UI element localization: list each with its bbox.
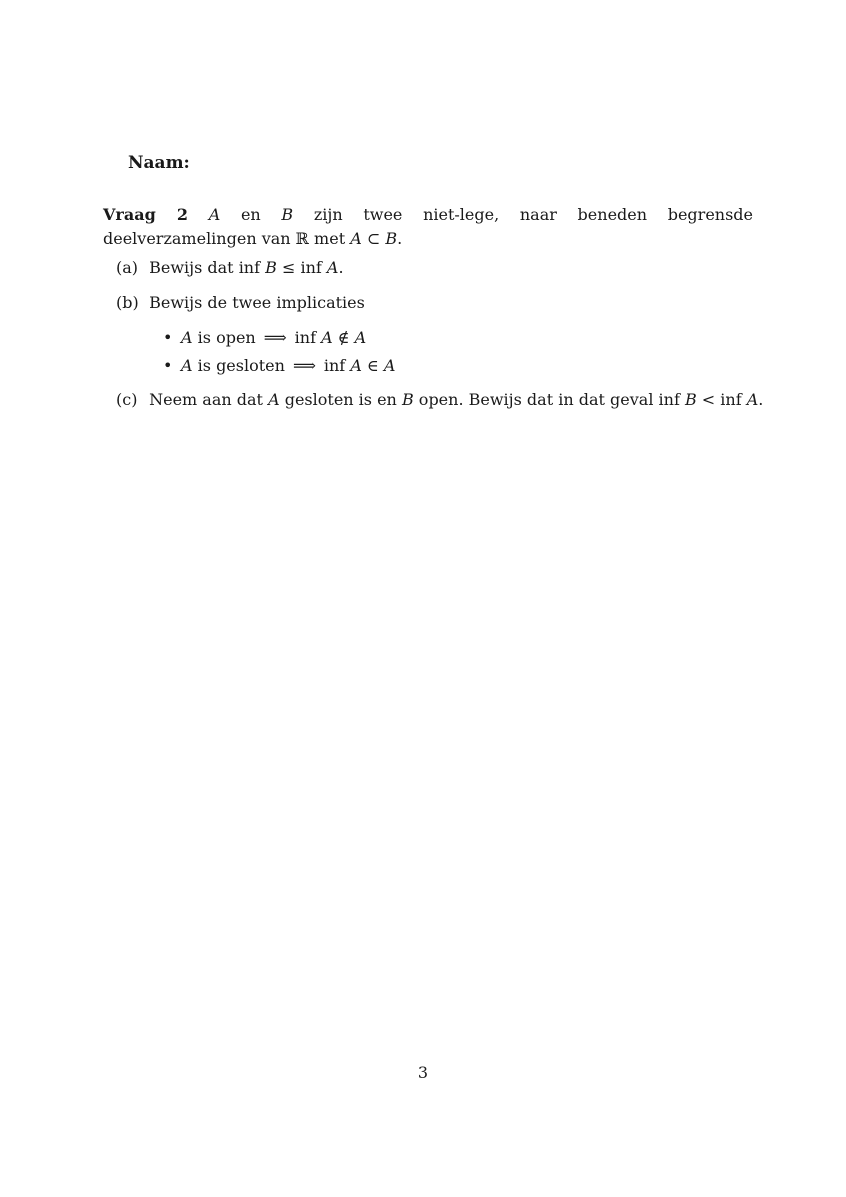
item-text: gesloten is en	[279, 390, 402, 409]
item-text: Bewijs dat inf	[149, 258, 266, 277]
math-b: B	[401, 390, 414, 409]
intro-period: .	[397, 229, 403, 248]
math-a: A	[268, 390, 280, 409]
item-label: (c)	[116, 390, 138, 409]
item-label: (a)	[116, 258, 139, 277]
question-intro	[103, 203, 753, 251]
item-text: ≤ inf	[276, 258, 327, 277]
bullet-dot: •	[163, 356, 173, 375]
implies-arrow: ⟹	[292, 356, 316, 375]
implication-bullet	[163, 328, 366, 347]
math-a: A	[181, 328, 193, 347]
item-end: .	[338, 258, 344, 277]
bullet-text: is open	[192, 328, 256, 347]
subset-expression: A ⊂ B	[350, 229, 398, 248]
question-title: Vraag 2	[103, 205, 189, 224]
item-text: Neem aan dat	[149, 390, 269, 409]
math-a: A	[746, 390, 759, 409]
bullet-text: is gesloten	[192, 356, 285, 375]
bullet-text: inf	[323, 356, 351, 375]
implication-bullet	[163, 356, 395, 375]
item-b	[116, 293, 365, 312]
item-label: (b)	[116, 293, 139, 312]
intro-text-rest: zijn twee niet-lege, naar beneden begrensde deelverzamelingen van ℝ met	[103, 205, 754, 248]
math-b: B	[684, 390, 697, 409]
math-a: A	[326, 258, 339, 277]
item-text: < inf	[696, 390, 747, 409]
item-text: open. Bewijs dat in dat geval inf	[413, 390, 685, 409]
math-b: B	[281, 205, 294, 224]
bullet-dot: •	[163, 328, 173, 347]
implies-arrow: ⟹	[263, 328, 287, 347]
item-c	[116, 390, 763, 409]
math-b: B	[265, 258, 277, 277]
math-a: A	[181, 356, 193, 375]
bullet-math: A ∉ A	[321, 328, 367, 347]
math-a: A	[208, 205, 221, 224]
bullet-text: inf	[294, 328, 322, 347]
page-number: 3	[417, 1063, 429, 1082]
intro-text: en	[220, 205, 282, 224]
item-a	[116, 258, 344, 277]
item-end: .	[758, 390, 764, 409]
bullet-math: A ∈ A	[350, 356, 396, 375]
item-text: Bewijs de twee implicaties	[149, 293, 365, 312]
name-label: Naam:	[128, 153, 190, 173]
